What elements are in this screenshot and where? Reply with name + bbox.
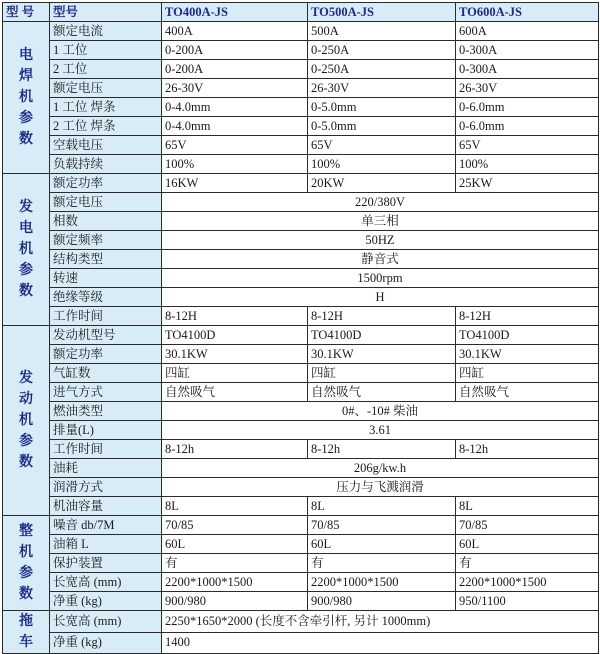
cell-value: 四缸 [162,364,308,383]
row-label: 额定频率 [50,231,162,250]
cell-value: 单三相 [162,212,599,231]
cell-value: TO4100D [308,326,456,345]
row-label: 长宽高 (mm) [50,611,162,633]
cell-value: 3.61 [162,421,599,440]
row-label: 润滑方式 [50,478,162,497]
section-title: 发电机参数 [19,200,33,299]
table-row [3,22,599,41]
cell-value: 100% [308,155,456,174]
cell-value: 900/980 [308,592,456,611]
row-label: 绝缘等级 [50,288,162,307]
cell-value: 0-250A [308,41,456,60]
cell-value: 8-12H [456,307,599,326]
table-row [3,250,599,269]
table-row [3,326,599,345]
table-row [3,98,599,117]
row-label: 转速 [50,269,162,288]
cell-value: 50HZ [162,231,599,250]
model-header: 型号 [50,3,162,22]
section-generator [3,174,50,326]
section-machine [3,516,50,611]
cell-value: 900/980 [162,592,308,611]
cell-value: H [162,288,599,307]
cell-value: 60L [308,535,456,554]
cell-value: 2250*1650*2000 (长度不含牵引杆, 另计 1000mm) [162,611,599,633]
table-row [3,60,599,79]
table-row [3,535,599,554]
row-label: 1 工位 [50,41,162,60]
row-label: 发动机型号 [50,326,162,345]
table-row [3,440,599,459]
header-row [3,3,599,22]
table-row [3,174,599,193]
cell-value: 0-300A [456,41,599,60]
cell-value: 0#、-10# 柴油 [162,402,599,421]
cell-value: 70/85 [308,516,456,535]
cell-value: 220/380V [162,193,599,212]
cell-value: 1500rpm [162,269,599,288]
row-label: 油箱 L [50,535,162,554]
cell-value: 0-5.0mm [308,117,456,136]
table-row [3,383,599,402]
row-label: 工作时间 [50,307,162,326]
table-row [3,193,599,212]
table-row [3,497,599,516]
row-label: 2 工位 焊条 [50,117,162,136]
cell-value: 0-200A [162,41,308,60]
cell-value: 0-6.0mm [456,117,599,136]
cell-value: 8-12H [308,307,456,326]
cell-value: 0-4.0mm [162,98,308,117]
section-title: 电焊机参数 [19,48,33,147]
row-label: 2 工位 [50,60,162,79]
cell-value: 四缸 [456,364,599,383]
table-row [3,269,599,288]
cell-value: 65V [308,136,456,155]
table-row [3,79,599,98]
cell-value: 四缸 [308,364,456,383]
table-row [3,592,599,611]
cell-value: 有 [308,554,456,573]
row-label: 空载电压 [50,136,162,155]
row-label: 保护装置 [50,554,162,573]
spec-table [2,2,599,654]
row-label: 额定功率 [50,345,162,364]
cell-value: 20KW [308,174,456,193]
cell-value: 60L [456,535,599,554]
cell-value: 206g/kw.h [162,459,599,478]
cell-value: 65V [162,136,308,155]
cell-value: 65V [456,136,599,155]
row-label: 排量(L) [50,421,162,440]
cell-value: 8-12H [162,307,308,326]
cell-value: 2200*1000*1500 [162,573,308,592]
row-label: 额定电流 [50,22,162,41]
cell-value: 8-12h [308,440,456,459]
model-name: TO400A-JS [162,3,308,22]
section-title: 发动机参数 [19,371,33,470]
cell-value: 静音式 [162,250,599,269]
cell-value: 1400 [162,632,599,654]
row-label: 气缸数 [50,364,162,383]
cell-value: 0-4.0mm [162,117,308,136]
row-label: 相数 [50,212,162,231]
cell-value: 70/85 [456,516,599,535]
cell-value: 100% [162,155,308,174]
row-label: 进气方式 [50,383,162,402]
table-row [3,136,599,155]
cell-value: 0-5.0mm [308,98,456,117]
cell-value: 自然吸气 [456,383,599,402]
cell-value: 有 [456,554,599,573]
cell-value: 压力与飞溅润滑 [162,478,599,497]
cell-value: TO4100D [456,326,599,345]
cell-value: 8-12h [456,440,599,459]
cell-value: 0-300A [456,60,599,79]
cell-value: 0-250A [308,60,456,79]
table-row [3,117,599,136]
row-label: 工作时间 [50,440,162,459]
cell-value: 有 [162,554,308,573]
cell-value: 26-30V [308,79,456,98]
row-label: 机油容量 [50,497,162,516]
table-row [3,288,599,307]
table-row [3,307,599,326]
cell-value: 950/1100 [456,592,599,611]
table-row [3,478,599,497]
table-row [3,516,599,535]
table-row [3,459,599,478]
model-name: TO500A-JS [308,3,456,22]
row-label: 1 工位 焊条 [50,98,162,117]
cell-value: 70/85 [162,516,308,535]
row-label: 噪音 db/7M [50,516,162,535]
table-row [3,421,599,440]
row-label: 结构类型 [50,250,162,269]
cell-value: 0-200A [162,60,308,79]
row-label: 净重 (kg) [50,592,162,611]
table-row [3,364,599,383]
cell-value: 2200*1000*1500 [456,573,599,592]
cell-value: 8L [456,497,599,516]
section-engine [3,326,50,516]
cell-value: 8-12h [162,440,308,459]
cell-value: 30.1KW [308,345,456,364]
row-label: 净重 (kg) [50,632,162,654]
cell-value: 0-6.0mm [456,98,599,117]
table-row [3,212,599,231]
row-label: 燃油类型 [50,402,162,421]
row-label: 额定电压 [50,79,162,98]
cell-value: 自然吸气 [308,383,456,402]
table-row [3,345,599,364]
cell-value: 26-30V [162,79,308,98]
cell-value: 16KW [162,174,308,193]
cell-value: TO4100D [162,326,308,345]
table-row [3,41,599,60]
section-title: 拖车 [19,614,33,650]
table-row [3,155,599,174]
cell-value: 100% [456,155,599,174]
section-trailer [3,611,50,654]
cell-value: 26-30V [456,79,599,98]
cell-value: 8L [162,497,308,516]
cell-value: 30.1KW [456,345,599,364]
cell-value: 500A [308,22,456,41]
cell-value: 自然吸气 [162,383,308,402]
row-label: 长宽高 (mm) [50,573,162,592]
section-welder [3,22,50,174]
table-row [3,231,599,250]
table-row [3,573,599,592]
model-name: TO600A-JS [456,3,599,22]
row-label: 额定功率 [50,174,162,193]
table-row [3,632,599,654]
cell-value: 2200*1000*1500 [308,573,456,592]
cell-value: 60L [162,535,308,554]
cell-value: 25KW [456,174,599,193]
cell-value: 8L [308,497,456,516]
row-label: 油耗 [50,459,162,478]
table-row [3,554,599,573]
cell-value: 30.1KW [162,345,308,364]
section-title: 整机参数 [19,524,33,602]
cell-value: 400A [162,22,308,41]
row-label: 负载持续 [50,155,162,174]
table-row [3,402,599,421]
type-header: 型 号 [3,3,50,22]
row-label: 额定电压 [50,193,162,212]
cell-value: 600A [456,22,599,41]
table-row [3,611,599,633]
